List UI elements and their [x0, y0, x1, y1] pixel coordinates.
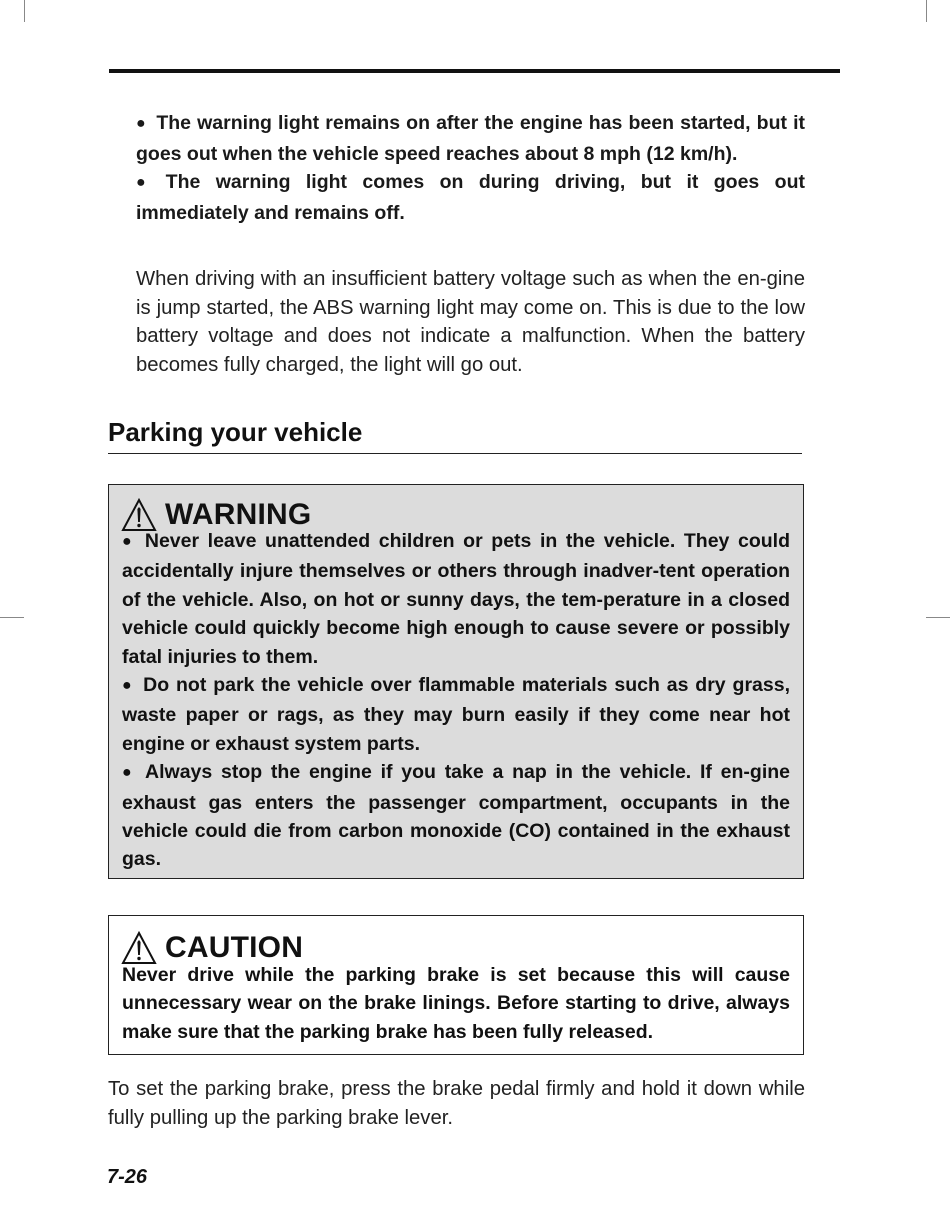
caution-text: Never drive while the parking brake is set because this will cause unnecessary wear on the brake linings. Before starting to drive, always make sure that the parking brake has been fully released.	[122, 964, 790, 1043]
top-bullet-item: ● The warning light remains on after the engine has been started, but it goes out when the vehicle speed reaches about 8 mph (12 km/h).	[136, 109, 805, 168]
abs-voltage-paragraph: When driving with an insufficient battery voltage such as when the en-gine is jump started, the ABS warning light may come on. This is due to the low battery voltage and does not indicate a malfunction. When the battery becomes fully charged, the light will go out.	[136, 268, 805, 376]
warning-item: ● Never leave unattended children or pets in the vehicle. They could accidentally injure themselves or others through inadver-tent operation of the vehicle. Also, on hot or sunny days, the tem-perature in a closed vehicle could quickly become high enough to cause severe or possibly fatal injuries to them.	[122, 527, 790, 671]
warning-item: ● Always stop the engine if you take a nap in the vehicle. If en-gine exhaust gas enters the passenger compartment, occupants in the vehicle could die from carbon monoxide (CO) contained in the exhaust gas.	[122, 758, 790, 874]
section-title: Parking your vehicle	[108, 417, 363, 447]
crop-mark-middle-right	[926, 617, 950, 618]
crop-mark-middle-left	[0, 617, 24, 618]
top-bullet-item: ● The warning light comes on during driving, but it goes out immediately and remains off.	[136, 168, 805, 227]
caution-title: CAUTION	[165, 931, 304, 964]
crop-mark-top-left	[24, 0, 25, 22]
warning-item: ● Do not park the vehicle over flammable materials such as dry grass, waste paper or rags, as they may burn easily if they come near hot engine or exhaust system parts.	[122, 671, 790, 758]
warning-title: WARNING	[165, 498, 312, 531]
caution-body	[122, 961, 790, 1046]
warning-body	[122, 527, 790, 874]
caution-triangle-icon	[121, 931, 157, 965]
section-rule	[108, 453, 802, 454]
crop-mark-top-right	[926, 0, 927, 22]
caution-box	[108, 915, 804, 1055]
page-number: 7-26	[107, 1166, 148, 1188]
warning-box	[108, 484, 804, 879]
parking-brake-paragraph: To set the parking brake, press the brake pedal firmly and hold it down while fully pulling up the parking brake lever.	[108, 1078, 805, 1129]
header-rule	[109, 69, 840, 73]
top-bullet-list	[136, 109, 805, 227]
